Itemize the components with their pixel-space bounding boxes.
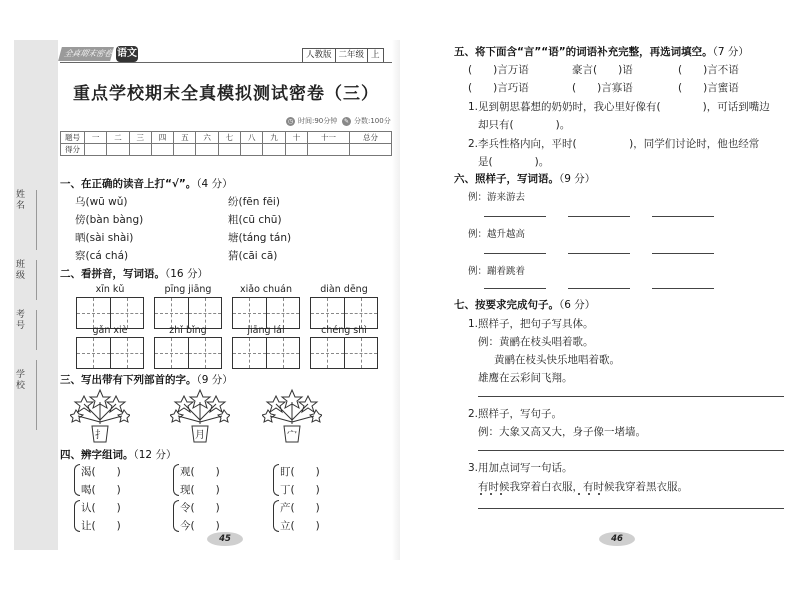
score-input-cell[interactable] — [196, 144, 218, 156]
question-prompt: 3.用加点词写一句话。 — [468, 462, 573, 474]
score-cell: 二 — [107, 132, 129, 144]
section-4-title — [60, 447, 176, 462]
example-sentence: 例：黄鹂在枝头唱着歌。 — [478, 336, 594, 348]
binding-label-school: 学校 — [16, 370, 26, 391]
emphasis-dot — [588, 493, 590, 495]
score-cell: 三 — [129, 132, 151, 144]
section-6-points: （9 分） — [559, 173, 596, 185]
pinyin-prompt: zhǐ bǐng — [169, 325, 207, 336]
score-cell: 得分 — [61, 144, 85, 156]
word-blank[interactable]: 喝( ) — [81, 484, 121, 496]
question-prompt: 1.照样子，把句子写具体。 — [468, 318, 594, 330]
exam-score — [342, 116, 391, 126]
binding-line — [36, 310, 37, 350]
pinyin-prompt: gǎn xiè — [92, 325, 128, 336]
word-blank[interactable]: 产( ) — [280, 502, 320, 514]
answer-line[interactable] — [568, 288, 630, 289]
writing-grid[interactable] — [154, 337, 222, 369]
answer-line[interactable] — [652, 253, 714, 254]
score-input-cell[interactable] — [107, 144, 129, 156]
pinyin-prompt: jiāng lái — [247, 325, 285, 336]
score-cell: 十一 — [307, 132, 349, 144]
right-page — [400, 0, 800, 589]
word-blank[interactable]: 立( ) — [280, 520, 320, 532]
score-input-cell[interactable] — [129, 144, 151, 156]
answer-line[interactable] — [568, 216, 630, 217]
word-blank[interactable]: 令( ) — [180, 502, 220, 514]
section-7-title-text: 七、按要求完成句子。 — [454, 299, 559, 311]
fill-sentence[interactable]: 是( )。 — [478, 156, 550, 168]
exam-score-text: 分数:100分 — [354, 117, 391, 125]
task-sentence: 雄鹰在云彩间飞翔。 — [478, 372, 573, 384]
page-number-left: 45 — [207, 532, 243, 546]
writing-grid[interactable] — [310, 337, 378, 369]
section-5-title-text: 五、将下面含“言”“语”的词语补充完整，再选词填空。 — [454, 46, 713, 58]
edition-term: 上 — [367, 48, 384, 63]
word-blank[interactable]: 渴( ) — [81, 466, 121, 478]
pinyin-prompt: chéng shì — [321, 325, 367, 336]
answer-line[interactable] — [652, 216, 714, 217]
pinyin-prompt: diàn dēng — [320, 284, 368, 295]
example-sentence: 黄鹂在枝头快乐地唱着歌。 — [494, 354, 620, 366]
word-blank[interactable]: 认( ) — [81, 502, 121, 514]
score-input-cell[interactable] — [349, 144, 391, 156]
score-input-cell[interactable] — [151, 144, 173, 156]
idiom-blank[interactable]: ( )言蜜语 — [678, 82, 739, 94]
section-4-points: （12 分） — [133, 449, 177, 461]
section-3-points: （9 分） — [196, 374, 233, 386]
idiom-blank[interactable]: 豪言( )语 — [572, 64, 633, 76]
section-5-title — [454, 44, 749, 59]
example-word: 例：游来游去 — [468, 192, 526, 203]
exam-title: 重点学校期末全真模拟测试密卷（三） — [73, 84, 379, 104]
section-7-title — [454, 297, 595, 312]
score-table — [60, 131, 392, 156]
section-2-title — [60, 266, 208, 281]
section-4-title-text: 四、辨字组词。 — [60, 449, 134, 461]
example-sentence: 例：大象又高又大，身子像一堵墙。 — [478, 426, 646, 438]
answer-line[interactable] — [484, 253, 546, 254]
emphasis-dot — [598, 493, 600, 495]
score-input-cell[interactable] — [218, 144, 240, 156]
example-word: 例：蹦着跳着 — [468, 266, 526, 277]
answer-line[interactable] — [652, 288, 714, 289]
section-1-points: （4 分） — [196, 178, 233, 190]
section-6-title-text: 六、照样子，写词语。 — [454, 173, 559, 185]
binding-label-name: 姓名 — [16, 190, 26, 211]
answer-line[interactable] — [478, 396, 784, 397]
score-input-cell[interactable] — [85, 144, 107, 156]
idiom-blank[interactable]: ( )言万语 — [468, 64, 529, 76]
section-2-points: （16 分） — [165, 268, 208, 280]
binding-line — [36, 260, 37, 300]
pinyin-prompt: xiǎo chuán — [239, 284, 293, 295]
idiom-blank[interactable]: ( )言巧语 — [468, 82, 529, 94]
score-cell: 十 — [285, 132, 307, 144]
brace-bracket — [173, 464, 179, 496]
binding-label-class: 班级 — [16, 260, 26, 281]
brace-bracket — [273, 464, 279, 496]
binding-line — [36, 360, 37, 430]
emphasis-dot — [500, 493, 502, 495]
word-blank[interactable]: 今( ) — [180, 520, 220, 532]
example-word: 例：越升越高 — [468, 229, 526, 240]
section-2-title-text: 二、看拼音，写词语。 — [60, 268, 165, 280]
fill-sentence[interactable]: 1.见到朝思暮想的奶奶时，我心里好像有( )，可话到嘴边 — [468, 101, 770, 113]
score-cell: 七 — [218, 132, 240, 144]
pinyin-choice[interactable]: 晒(sài shài) — [75, 232, 134, 244]
score-cell: 总分 — [349, 132, 391, 144]
task-sentence: 有时候我穿着白衣服，有时候我穿着黑衣服。 — [478, 481, 688, 493]
idiom-blank[interactable]: ( )言寡语 — [572, 82, 633, 94]
score-input-cell[interactable] — [307, 144, 349, 156]
word-blank[interactable]: 观( ) — [180, 466, 220, 478]
section-1-title-text: 一、在正确的读音上打“√”。 — [60, 178, 197, 190]
edition-label — [303, 48, 384, 61]
exam-time — [286, 116, 337, 126]
clock-icon: ◷ — [287, 117, 294, 125]
subject-badge: 语文 — [116, 46, 138, 62]
word-blank[interactable]: 现( ) — [180, 484, 220, 496]
edition-grade: 二年级 — [335, 48, 369, 63]
emphasis-dot — [480, 493, 482, 495]
fill-sentence[interactable]: 2.李兵性格内向，平时( )，同学们讨论时，他也经常 — [468, 138, 760, 150]
pinyin-prompt: pīng jiāng — [164, 284, 212, 295]
flower-pot-image — [262, 384, 322, 444]
pinyin-choice[interactable]: 傍(bàn bàng) — [75, 214, 144, 226]
pinyin-choice[interactable]: 猜(cāi cā) — [228, 250, 278, 262]
section-5-points: （7 分） — [712, 46, 749, 58]
brace-bracket — [173, 500, 179, 532]
question-prompt: 2.照样子，写句子。 — [468, 408, 563, 420]
page-number-right: 46 — [599, 532, 635, 546]
brace-bracket — [74, 500, 80, 532]
writing-grid[interactable] — [76, 337, 144, 369]
brace-bracket — [74, 464, 80, 496]
binding-line — [36, 190, 37, 250]
score-input-cell[interactable] — [241, 144, 263, 156]
radical-label: 扌 — [95, 430, 105, 441]
answer-line[interactable] — [478, 508, 784, 509]
answer-line[interactable] — [478, 450, 784, 451]
section-6-title — [454, 171, 595, 186]
section-7-points: （6 分） — [559, 299, 596, 311]
flower-pot-image — [170, 384, 230, 444]
series-tab: 全真期末密卷 — [58, 47, 114, 61]
word-blank[interactable]: 丁( ) — [280, 484, 320, 496]
section-1-title — [60, 176, 233, 191]
answer-line[interactable] — [484, 288, 546, 289]
section-3-title-text: 三、写出带有下列部首的字。 — [60, 374, 197, 386]
score-table-row-header — [61, 132, 392, 144]
writing-grid[interactable] — [232, 337, 300, 369]
score-cell: 八 — [241, 132, 263, 144]
pinyin-choice[interactable]: 纷(fēn fēi) — [228, 196, 280, 208]
score-cell: 九 — [263, 132, 285, 144]
score-input-cell[interactable] — [263, 144, 285, 156]
flower-pot-image — [70, 384, 130, 444]
pinyin-choice[interactable]: 察(cá chá) — [75, 250, 129, 262]
pinyin-choice[interactable]: 乌(wū wǔ) — [75, 196, 128, 208]
pinyin-prompt: xīn kǔ — [95, 284, 125, 295]
exam-time-text: 时间:90分钟 — [298, 117, 338, 125]
word-blank[interactable]: 盯( ) — [280, 466, 320, 478]
answer-line[interactable] — [484, 216, 546, 217]
score-cell: 五 — [174, 132, 196, 144]
binding-label-id: 考号 — [16, 310, 26, 331]
score-input-cell[interactable] — [174, 144, 196, 156]
score-cell: 六 — [196, 132, 218, 144]
idiom-blank[interactable]: ( )言不语 — [678, 64, 739, 76]
emphasis-dot — [490, 493, 492, 495]
brace-bracket — [273, 500, 279, 532]
score-table-row-score — [61, 144, 392, 156]
emphasis-dot — [578, 493, 580, 495]
pinyin-choice[interactable]: 粗(cū chū) — [228, 214, 282, 226]
header-divider — [60, 62, 392, 63]
score-cell: 题号 — [61, 132, 85, 144]
pinyin-choice[interactable]: 塘(táng tán) — [228, 232, 292, 244]
score-cell: 一 — [85, 132, 107, 144]
score-icon: ✎ — [343, 117, 350, 125]
score-cell: 四 — [151, 132, 173, 144]
binding-strip — [14, 40, 58, 550]
radical-label: 月 — [195, 430, 205, 441]
radical-label: 宀 — [287, 430, 297, 441]
answer-line[interactable] — [568, 253, 630, 254]
word-blank[interactable]: 让( ) — [81, 520, 121, 532]
edition-publisher: 人教版 — [302, 48, 336, 63]
score-input-cell[interactable] — [285, 144, 307, 156]
fill-sentence[interactable]: 却只有( )。 — [478, 119, 571, 131]
